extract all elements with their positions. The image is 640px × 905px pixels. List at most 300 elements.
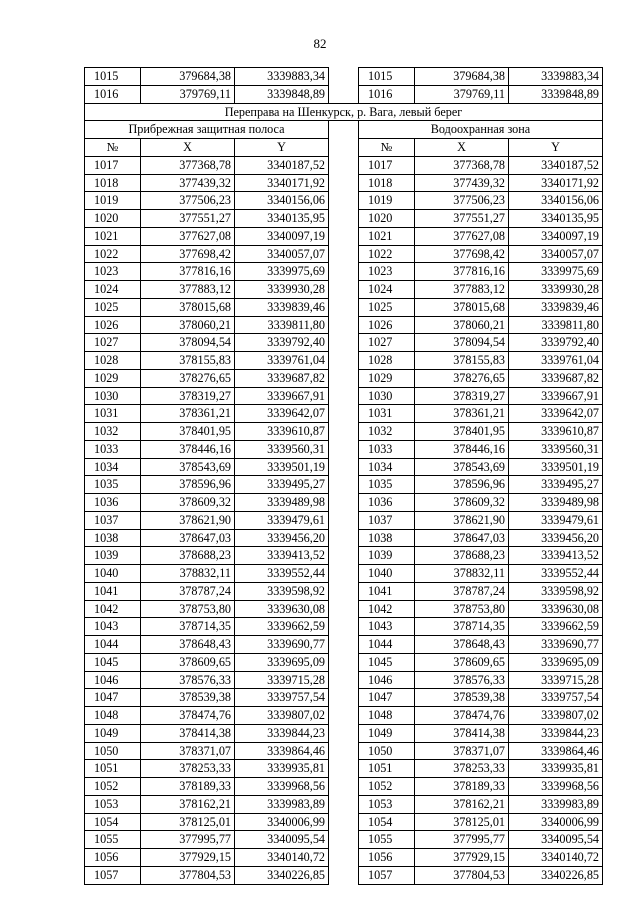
table-row xyxy=(85,263,603,281)
left-point-number: 1029 xyxy=(85,369,141,387)
column-gap xyxy=(329,476,359,494)
right-point-number: 1031 xyxy=(359,405,415,423)
right-x-coordinate: 378401,95 xyxy=(415,423,509,441)
column-gap xyxy=(329,210,359,228)
right-point-number: 1041 xyxy=(359,582,415,600)
right-point-number: 1057 xyxy=(359,866,415,884)
left-point-number: 1046 xyxy=(85,671,141,689)
table-row xyxy=(85,565,603,583)
left-y-coordinate: 3339715,28 xyxy=(235,671,329,689)
right-y-coordinate: 3340140,72 xyxy=(509,849,603,867)
left-y-coordinate: 3339930,28 xyxy=(235,281,329,299)
column-gap xyxy=(329,494,359,512)
table-row xyxy=(85,760,603,778)
left-x-coordinate: 377627,08 xyxy=(141,227,235,245)
right-x-coordinate: 378714,35 xyxy=(415,618,509,636)
left-y-coordinate: 3339807,02 xyxy=(235,707,329,725)
column-gap xyxy=(329,760,359,778)
table-row xyxy=(85,369,603,387)
left-y-coordinate: 3339662,59 xyxy=(235,618,329,636)
left-x-coordinate: 378094,54 xyxy=(141,334,235,352)
left-point-number: 1051 xyxy=(85,760,141,778)
left-y-coordinate: 3340226,85 xyxy=(235,866,329,884)
left-x-coordinate: 378361,21 xyxy=(141,405,235,423)
left-x-coordinate: 377368,78 xyxy=(141,156,235,174)
right-x-coordinate: 378189,33 xyxy=(415,778,509,796)
right-x-coordinate: 378832,11 xyxy=(415,565,509,583)
left-x-coordinate: 377506,23 xyxy=(141,192,235,210)
left-x-coordinate: 378596,96 xyxy=(141,476,235,494)
right-y-coordinate: 3339983,89 xyxy=(509,795,603,813)
left-point-number: 1024 xyxy=(85,281,141,299)
left-y-coordinate: 3339552,44 xyxy=(235,565,329,583)
left-x-coordinate: 378576,33 xyxy=(141,671,235,689)
right-y-coordinate: 3340156,06 xyxy=(509,192,603,210)
column-gap xyxy=(329,511,359,529)
right-point-number: 1054 xyxy=(359,813,415,831)
table-row xyxy=(85,831,603,849)
left-y-coordinate: 3339630,08 xyxy=(235,600,329,618)
right-y-coordinate: 3339807,02 xyxy=(509,707,603,725)
coordinates-table-body xyxy=(85,68,603,885)
column-gap xyxy=(329,653,359,671)
column-gap xyxy=(329,387,359,405)
left-x-coordinate: 377995,77 xyxy=(141,831,235,849)
left-x-coordinate: 378446,16 xyxy=(141,440,235,458)
left-point-number: 1043 xyxy=(85,618,141,636)
left-point-number: 1026 xyxy=(85,316,141,334)
column-gap xyxy=(329,245,359,263)
left-x-coordinate: 378015,68 xyxy=(141,298,235,316)
left-y-coordinate: 3339839,46 xyxy=(235,298,329,316)
left-point-number: 1034 xyxy=(85,458,141,476)
right-y-coordinate: 3339610,87 xyxy=(509,423,603,441)
right-point-number: 1053 xyxy=(359,795,415,813)
left-point-number: 1054 xyxy=(85,813,141,831)
column-gap xyxy=(329,831,359,849)
column-gap xyxy=(329,263,359,281)
right-y-coordinate: 3339930,28 xyxy=(509,281,603,299)
column-gap xyxy=(329,139,359,157)
right-point-number: 1015 xyxy=(359,68,415,86)
left-point-number: 1035 xyxy=(85,476,141,494)
right-point-number: 1050 xyxy=(359,742,415,760)
right-y-coordinate: 3339695,09 xyxy=(509,653,603,671)
right-y-coordinate: 3340097,19 xyxy=(509,227,603,245)
left-y-coordinate: 3340187,52 xyxy=(235,156,329,174)
right-y-coordinate: 3339792,40 xyxy=(509,334,603,352)
right-y-coordinate: 3340226,85 xyxy=(509,866,603,884)
left-y-coordinate: 3339975,69 xyxy=(235,263,329,281)
right-y-coordinate: 3339975,69 xyxy=(509,263,603,281)
table-row xyxy=(85,795,603,813)
right-point-number: 1026 xyxy=(359,316,415,334)
right-y-coordinate: 3339413,52 xyxy=(509,547,603,565)
right-x-coordinate: 378543,69 xyxy=(415,458,509,476)
zone-header-row xyxy=(85,121,603,139)
left-y-coordinate: 3339687,82 xyxy=(235,369,329,387)
left-x-coordinate: 378276,65 xyxy=(141,369,235,387)
right-y-header: Y xyxy=(509,139,603,157)
column-gap xyxy=(329,742,359,760)
right-point-number: 1045 xyxy=(359,653,415,671)
left-x-coordinate: 378253,33 xyxy=(141,760,235,778)
left-x-coordinate: 378832,11 xyxy=(141,565,235,583)
table-row xyxy=(85,85,603,103)
right-y-coordinate: 3339489,98 xyxy=(509,494,603,512)
right-y-coordinate: 3339495,27 xyxy=(509,476,603,494)
left-y-coordinate: 3339761,04 xyxy=(235,352,329,370)
left-x-coordinate: 378648,43 xyxy=(141,636,235,654)
right-y-coordinate: 3339715,28 xyxy=(509,671,603,689)
coordinates-document xyxy=(84,67,602,885)
right-point-number: 1025 xyxy=(359,298,415,316)
left-point-number: 1018 xyxy=(85,174,141,192)
right-x-coordinate: 378162,21 xyxy=(415,795,509,813)
right-x-coordinate: 377698,42 xyxy=(415,245,509,263)
table-row xyxy=(85,813,603,831)
left-x-coordinate: 378319,27 xyxy=(141,387,235,405)
right-y-coordinate: 3339662,59 xyxy=(509,618,603,636)
left-y-coordinate: 3340135,95 xyxy=(235,210,329,228)
left-y-coordinate: 3339848,89 xyxy=(235,85,329,103)
right-y-coordinate: 3339968,56 xyxy=(509,778,603,796)
table-row xyxy=(85,405,603,423)
column-gap xyxy=(329,724,359,742)
right-y-coordinate: 3339757,54 xyxy=(509,689,603,707)
left-point-number: 1032 xyxy=(85,423,141,441)
left-y-coordinate: 3339883,34 xyxy=(235,68,329,86)
right-point-number: 1046 xyxy=(359,671,415,689)
left-y-coordinate: 3339983,89 xyxy=(235,795,329,813)
right-y-coordinate: 3339811,80 xyxy=(509,316,603,334)
left-x-coordinate: 378753,80 xyxy=(141,600,235,618)
right-y-coordinate: 3339552,44 xyxy=(509,565,603,583)
left-point-number: 1044 xyxy=(85,636,141,654)
right-y-coordinate: 3339839,46 xyxy=(509,298,603,316)
table-row xyxy=(85,636,603,654)
left-point-number: 1048 xyxy=(85,707,141,725)
right-num-header: № xyxy=(359,139,415,157)
left-point-number: 1045 xyxy=(85,653,141,671)
right-point-number: 1020 xyxy=(359,210,415,228)
table-row xyxy=(85,423,603,441)
table-row xyxy=(85,281,603,299)
right-point-number: 1019 xyxy=(359,192,415,210)
right-point-number: 1055 xyxy=(359,831,415,849)
left-y-coordinate: 3339864,46 xyxy=(235,742,329,760)
right-x-coordinate: 378276,65 xyxy=(415,369,509,387)
left-point-number: 1049 xyxy=(85,724,141,742)
right-x-coordinate: 378576,33 xyxy=(415,671,509,689)
right-y-coordinate: 3339642,07 xyxy=(509,405,603,423)
left-x-coordinate: 379684,38 xyxy=(141,68,235,86)
left-y-coordinate: 3339757,54 xyxy=(235,689,329,707)
column-gap xyxy=(329,68,359,86)
right-point-number: 1048 xyxy=(359,707,415,725)
table-row xyxy=(85,334,603,352)
left-y-coordinate: 3340171,92 xyxy=(235,174,329,192)
table-row xyxy=(85,866,603,884)
right-point-number: 1018 xyxy=(359,174,415,192)
table-row xyxy=(85,298,603,316)
right-point-number: 1036 xyxy=(359,494,415,512)
left-y-coordinate: 3340097,19 xyxy=(235,227,329,245)
right-x-coordinate: 378155,83 xyxy=(415,352,509,370)
left-y-coordinate: 3340140,72 xyxy=(235,849,329,867)
right-point-number: 1032 xyxy=(359,423,415,441)
column-gap xyxy=(329,636,359,654)
right-y-coordinate: 3339630,08 xyxy=(509,600,603,618)
left-y-coordinate: 3340095,54 xyxy=(235,831,329,849)
table-row xyxy=(85,671,603,689)
table-row xyxy=(85,547,603,565)
left-point-number: 1053 xyxy=(85,795,141,813)
left-point-number: 1027 xyxy=(85,334,141,352)
table-row xyxy=(85,689,603,707)
left-x-coordinate: 378189,33 xyxy=(141,778,235,796)
right-x-coordinate: 378319,27 xyxy=(415,387,509,405)
left-point-number: 1031 xyxy=(85,405,141,423)
left-point-number: 1016 xyxy=(85,85,141,103)
column-gap xyxy=(329,458,359,476)
right-x-coordinate: 377883,12 xyxy=(415,281,509,299)
table-row xyxy=(85,245,603,263)
left-point-number: 1030 xyxy=(85,387,141,405)
right-x-coordinate: 377439,32 xyxy=(415,174,509,192)
left-y-coordinate: 3339598,92 xyxy=(235,582,329,600)
left-y-header: Y xyxy=(235,139,329,157)
left-y-coordinate: 3340057,07 xyxy=(235,245,329,263)
table-row xyxy=(85,476,603,494)
column-gap xyxy=(329,423,359,441)
right-y-coordinate: 3339864,46 xyxy=(509,742,603,760)
left-point-number: 1047 xyxy=(85,689,141,707)
column-gap xyxy=(329,529,359,547)
left-point-number: 1025 xyxy=(85,298,141,316)
column-gap xyxy=(329,671,359,689)
right-x-coordinate: 378621,90 xyxy=(415,511,509,529)
column-gap xyxy=(329,582,359,600)
right-y-coordinate: 3339844,23 xyxy=(509,724,603,742)
column-gap xyxy=(329,565,359,583)
right-x-coordinate: 378753,80 xyxy=(415,600,509,618)
left-x-coordinate: 378401,95 xyxy=(141,423,235,441)
left-point-number: 1021 xyxy=(85,227,141,245)
left-x-coordinate: 377883,12 xyxy=(141,281,235,299)
left-num-header: № xyxy=(85,139,141,157)
table-row xyxy=(85,440,603,458)
right-x-coordinate: 378647,03 xyxy=(415,529,509,547)
right-x-coordinate: 378787,24 xyxy=(415,582,509,600)
left-point-number: 1015 xyxy=(85,68,141,86)
right-point-number: 1028 xyxy=(359,352,415,370)
column-gap xyxy=(329,352,359,370)
table-row xyxy=(85,618,603,636)
left-x-coordinate: 378543,69 xyxy=(141,458,235,476)
table-row xyxy=(85,742,603,760)
column-gap xyxy=(329,298,359,316)
left-point-number: 1033 xyxy=(85,440,141,458)
table-row xyxy=(85,387,603,405)
right-x-coordinate: 378094,54 xyxy=(415,334,509,352)
table-row xyxy=(85,174,603,192)
right-point-number: 1035 xyxy=(359,476,415,494)
right-x-coordinate: 379769,11 xyxy=(415,85,509,103)
right-y-coordinate: 3339456,20 xyxy=(509,529,603,547)
column-gap xyxy=(329,866,359,884)
right-point-number: 1038 xyxy=(359,529,415,547)
left-x-coordinate: 378787,24 xyxy=(141,582,235,600)
table-row xyxy=(85,68,603,86)
right-point-number: 1034 xyxy=(359,458,415,476)
left-y-coordinate: 3339456,20 xyxy=(235,529,329,547)
right-x-coordinate: 378060,21 xyxy=(415,316,509,334)
right-x-coordinate: 378414,38 xyxy=(415,724,509,742)
left-x-coordinate: 378714,35 xyxy=(141,618,235,636)
right-y-coordinate: 3339667,91 xyxy=(509,387,603,405)
right-point-number: 1051 xyxy=(359,760,415,778)
left-y-coordinate: 3339489,98 xyxy=(235,494,329,512)
right-y-coordinate: 3339761,04 xyxy=(509,352,603,370)
right-x-coordinate: 379684,38 xyxy=(415,68,509,86)
right-x-coordinate: 378648,43 xyxy=(415,636,509,654)
right-y-coordinate: 3340095,54 xyxy=(509,831,603,849)
left-x-coordinate: 378162,21 xyxy=(141,795,235,813)
section-title: Переправа на Шенкурск, р. Вага, левый берег xyxy=(85,103,603,121)
right-y-coordinate: 3340135,95 xyxy=(509,210,603,228)
left-point-number: 1036 xyxy=(85,494,141,512)
table-row xyxy=(85,192,603,210)
column-gap xyxy=(329,813,359,831)
right-x-coordinate: 378539,38 xyxy=(415,689,509,707)
right-point-number: 1024 xyxy=(359,281,415,299)
right-point-number: 1030 xyxy=(359,387,415,405)
column-gap xyxy=(329,600,359,618)
coordinates-table xyxy=(84,67,603,885)
left-x-coordinate: 378609,65 xyxy=(141,653,235,671)
right-point-number: 1043 xyxy=(359,618,415,636)
column-gap xyxy=(329,707,359,725)
table-row xyxy=(85,582,603,600)
right-point-number: 1042 xyxy=(359,600,415,618)
left-y-coordinate: 3339667,91 xyxy=(235,387,329,405)
column-gap xyxy=(329,547,359,565)
column-gap xyxy=(329,192,359,210)
left-point-number: 1055 xyxy=(85,831,141,849)
left-x-coordinate: 378621,90 xyxy=(141,511,235,529)
left-y-coordinate: 3339560,31 xyxy=(235,440,329,458)
table-row xyxy=(85,724,603,742)
right-y-coordinate: 3339501,19 xyxy=(509,458,603,476)
right-y-coordinate: 3339687,82 xyxy=(509,369,603,387)
right-x-coordinate: 378688,23 xyxy=(415,547,509,565)
table-row xyxy=(85,227,603,245)
left-y-coordinate: 3339935,81 xyxy=(235,760,329,778)
column-gap xyxy=(329,778,359,796)
right-y-coordinate: 3340006,99 xyxy=(509,813,603,831)
left-x-coordinate: 377929,15 xyxy=(141,849,235,867)
left-y-coordinate: 3339844,23 xyxy=(235,724,329,742)
right-y-coordinate: 3339848,89 xyxy=(509,85,603,103)
left-y-coordinate: 3340156,06 xyxy=(235,192,329,210)
left-point-number: 1039 xyxy=(85,547,141,565)
table-row xyxy=(85,849,603,867)
left-point-number: 1028 xyxy=(85,352,141,370)
left-x-coordinate: 378125,01 xyxy=(141,813,235,831)
left-x-coordinate: 378155,83 xyxy=(141,352,235,370)
left-x-coordinate: 379769,11 xyxy=(141,85,235,103)
right-x-coordinate: 377551,27 xyxy=(415,210,509,228)
right-point-number: 1033 xyxy=(359,440,415,458)
right-y-coordinate: 3339883,34 xyxy=(509,68,603,86)
column-gap xyxy=(329,440,359,458)
left-x-coordinate: 378609,32 xyxy=(141,494,235,512)
right-y-coordinate: 3339560,31 xyxy=(509,440,603,458)
column-gap xyxy=(329,689,359,707)
column-gap xyxy=(329,156,359,174)
left-point-number: 1056 xyxy=(85,849,141,867)
left-y-coordinate: 3339792,40 xyxy=(235,334,329,352)
right-point-number: 1049 xyxy=(359,724,415,742)
table-row xyxy=(85,494,603,512)
right-x-coordinate: 378609,32 xyxy=(415,494,509,512)
left-y-coordinate: 3340006,99 xyxy=(235,813,329,831)
left-y-coordinate: 3339413,52 xyxy=(235,547,329,565)
left-point-number: 1041 xyxy=(85,582,141,600)
table-row xyxy=(85,156,603,174)
left-x-header: X xyxy=(141,139,235,157)
table-row xyxy=(85,210,603,228)
right-point-number: 1016 xyxy=(359,85,415,103)
table-row xyxy=(85,316,603,334)
left-point-number: 1022 xyxy=(85,245,141,263)
right-point-number: 1047 xyxy=(359,689,415,707)
column-gap xyxy=(329,121,359,139)
column-gap xyxy=(329,334,359,352)
left-x-coordinate: 378474,76 xyxy=(141,707,235,725)
table-row xyxy=(85,707,603,725)
right-y-coordinate: 3340171,92 xyxy=(509,174,603,192)
column-gap xyxy=(329,405,359,423)
left-point-number: 1042 xyxy=(85,600,141,618)
right-x-coordinate: 377804,53 xyxy=(415,866,509,884)
column-header-row xyxy=(85,139,603,157)
left-x-coordinate: 377804,53 xyxy=(141,866,235,884)
column-gap xyxy=(329,795,359,813)
right-point-number: 1039 xyxy=(359,547,415,565)
column-gap xyxy=(329,849,359,867)
left-point-number: 1038 xyxy=(85,529,141,547)
right-y-coordinate: 3339935,81 xyxy=(509,760,603,778)
left-y-coordinate: 3339642,07 xyxy=(235,405,329,423)
right-x-coordinate: 378596,96 xyxy=(415,476,509,494)
right-y-coordinate: 3340057,07 xyxy=(509,245,603,263)
left-point-number: 1019 xyxy=(85,192,141,210)
left-point-number: 1050 xyxy=(85,742,141,760)
left-point-number: 1052 xyxy=(85,778,141,796)
left-point-number: 1057 xyxy=(85,866,141,884)
right-x-coordinate: 378361,21 xyxy=(415,405,509,423)
column-gap xyxy=(329,316,359,334)
table-row xyxy=(85,458,603,476)
left-y-coordinate: 3339610,87 xyxy=(235,423,329,441)
right-x-coordinate: 377929,15 xyxy=(415,849,509,867)
right-x-coordinate: 378371,07 xyxy=(415,742,509,760)
right-x-coordinate: 378253,33 xyxy=(415,760,509,778)
left-x-coordinate: 378060,21 xyxy=(141,316,235,334)
right-point-number: 1052 xyxy=(359,778,415,796)
